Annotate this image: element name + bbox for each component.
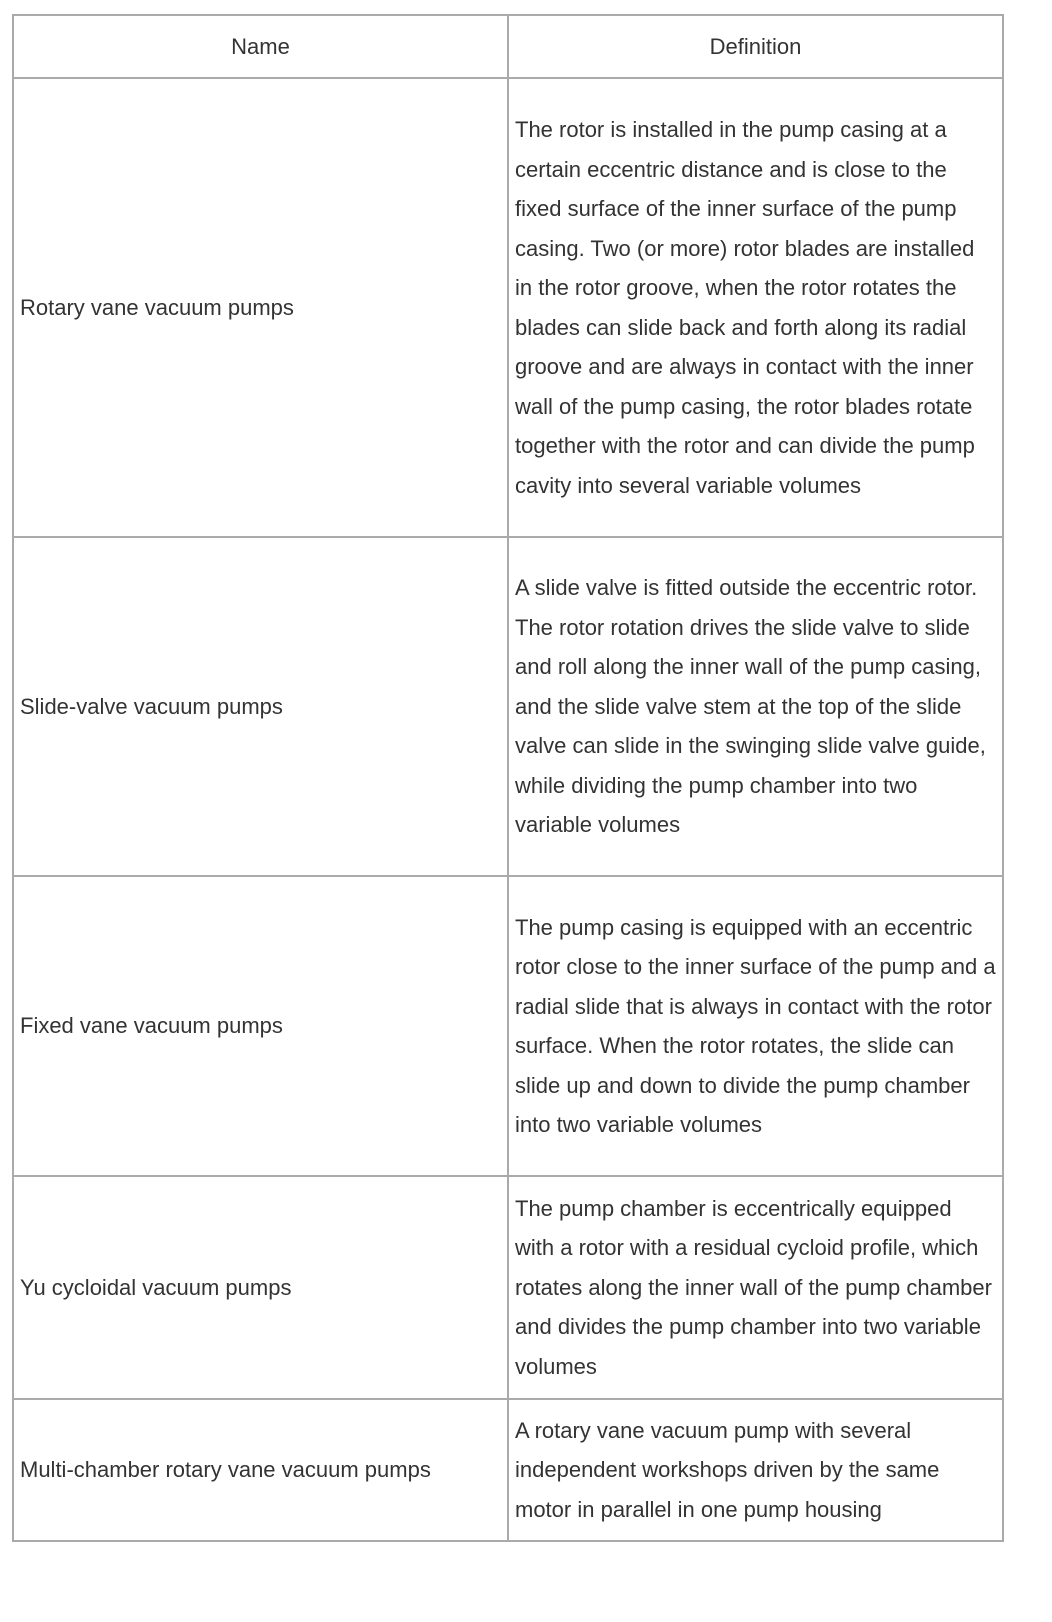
table-row bbox=[13, 1176, 1003, 1399]
pump-definition: The rotor is installed in the pump casing at a certain eccentric distance and is close to the fixed surface of the inner surface of the pump casing. Two (or more) rotor blades are installed in the rotor groove, when the rotor rotates the blades can slide back and forth along its radial groove and are always in contact with the inner wall of the pump casing, the rotor blades rotate together with the rotor and can divide the pump cavity into several variable volumes bbox=[508, 78, 1003, 537]
table-row bbox=[13, 78, 1003, 537]
pump-definition: A slide valve is fitted outside the eccentric rotor. The rotor rotation drives the slide valve to slide and roll along the inner wall of the pump casing, and the slide valve stem at the top of the slide valve can slide in the swinging slide valve guide, while dividing the pump chamber into two variable volumes bbox=[508, 537, 1003, 876]
header-name: Name bbox=[13, 15, 508, 78]
pump-name: Yu cycloidal vacuum pumps bbox=[13, 1176, 508, 1399]
pump-name: Slide-valve vacuum pumps bbox=[13, 537, 508, 876]
header-definition: Definition bbox=[508, 15, 1003, 78]
pump-definition: A rotary vane vacuum pump with several independent workshops driven by the same motor in parallel in one pump housing bbox=[508, 1399, 1003, 1541]
header-row bbox=[13, 15, 1003, 78]
pump-definition: The pump chamber is eccentrically equipped with a rotor with a residual cycloid profile, which rotates along the inner wall of the pump chamber and divides the pump chamber into two variable volumes bbox=[508, 1176, 1003, 1399]
pump-name: Rotary vane vacuum pumps bbox=[13, 78, 508, 537]
table-row bbox=[13, 1399, 1003, 1541]
pump-name: Fixed vane vacuum pumps bbox=[13, 876, 508, 1176]
table-row bbox=[13, 537, 1003, 876]
pump-definition: The pump casing is equipped with an eccentric rotor close to the inner surface of the pump and a radial slide that is always in contact with the rotor surface. When the rotor rotates, the slide can slide up and down to divide the pump chamber into two variable volumes bbox=[508, 876, 1003, 1176]
pump-definitions-table bbox=[12, 14, 1004, 1542]
table-row bbox=[13, 876, 1003, 1176]
pump-name: Multi-chamber rotary vane vacuum pumps bbox=[13, 1399, 508, 1541]
